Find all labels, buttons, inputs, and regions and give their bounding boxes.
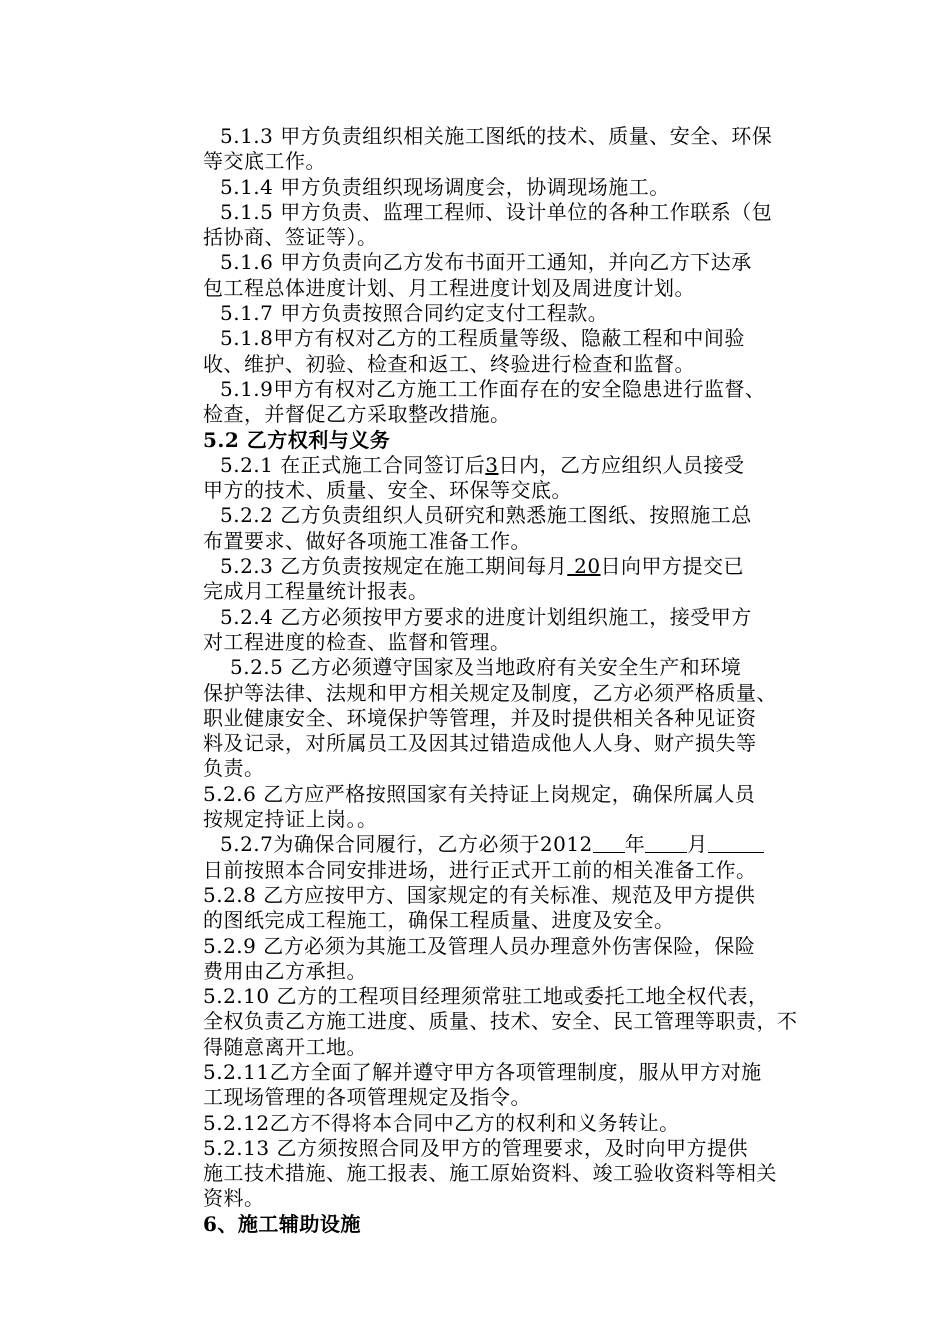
text-line: 完成月工程量统计报表。 bbox=[203, 579, 429, 604]
text-line: 日前按照本合同安排进场，进行正式开工前的相关准备工作。 bbox=[203, 857, 757, 882]
clause-5-1-7 bbox=[203, 301, 813, 326]
clause-5-1-3 bbox=[203, 124, 813, 175]
text-line: 5.1.6 甲方负责向乙方发布书面开工通知，并向乙方下达承 bbox=[220, 250, 752, 275]
text-line: 5.2.10 乙方的工程项目经理须常驻工地或委托工地全权代表， bbox=[203, 984, 769, 1009]
text-line: 费用由乙方承担。 bbox=[203, 958, 367, 983]
section-heading-6: 6、施工辅助设施 bbox=[203, 1211, 361, 1236]
text-line: 5.1.5 甲方负责、监理工程师、设计单位的各种工作联系（包 bbox=[220, 199, 773, 224]
text-line: 5.2.11乙方全面了解并遵守甲方各项管理制度，服从甲方对施 bbox=[203, 1059, 762, 1084]
text-line: 5.1.8甲方有权对乙方的工程质量等级、隐蔽工程和中间验 bbox=[220, 326, 745, 351]
text-segment: 日内，乙方应组织人员接受 bbox=[498, 452, 745, 477]
text-line: 全权负责乙方施工进度、质量、技术、安全、民工管理等职责，不 bbox=[203, 1009, 798, 1034]
clause-5-1-8 bbox=[203, 326, 813, 377]
text-line: 5.2.8 乙方应按甲方、国家规定的有关标准、规范及甲方提供 bbox=[203, 882, 756, 907]
text-line: 料及记录，对所属员工及因其过错造成他人人身、财产损失等 bbox=[203, 731, 757, 756]
text-segment: 日向甲方提交已 bbox=[600, 554, 745, 579]
text-line: 5.1.3 甲方负责组织相关施工图纸的技术、质量、安全、环保 bbox=[220, 124, 773, 148]
text-segment: 5.2.1 在正式施工合同签订后 bbox=[220, 452, 486, 477]
days-value: 3 bbox=[485, 452, 499, 477]
day-of-month-value: 20 bbox=[567, 554, 601, 579]
clause-5-2-2 bbox=[203, 503, 813, 554]
clause-5-2-5 bbox=[203, 655, 813, 781]
clause-5-2-9 bbox=[203, 934, 813, 985]
clause-5-1-9 bbox=[203, 377, 813, 428]
clause-5-2-8 bbox=[203, 883, 813, 934]
text-line: 5.2.12乙方不得将本合同中乙方的权利和义务转让。 bbox=[203, 1110, 680, 1135]
text-line: 5.2.13 乙方须按照合同及甲方的管理要求，及时向甲方提供 bbox=[203, 1135, 748, 1160]
text-line: 按规定持证上岗。。 bbox=[203, 807, 378, 832]
text-line: 5.2.9 乙方必须为其施工及管理人员办理意外伤害保险，保险 bbox=[203, 933, 756, 958]
text-segment: 5.2.7为确保合同履行，乙方必须于2012 bbox=[220, 832, 593, 857]
blank-field-day bbox=[708, 833, 764, 853]
text-line: 工现场管理的各项管理规定及指令。 bbox=[203, 1085, 531, 1110]
clause-5-2-7 bbox=[203, 832, 813, 883]
text-line: 5.1.7 甲方负责按照合同约定支付工程款。 bbox=[220, 301, 609, 326]
text-line: 5.2.2 乙方负责组织人员研究和熟悉施工图纸、按照施工总 bbox=[220, 503, 752, 528]
text-line: 括协商、签证等）。 bbox=[203, 225, 378, 250]
text-line: 布置要求、做好各项施工准备工作。 bbox=[203, 528, 531, 553]
blank-field-year bbox=[593, 833, 625, 853]
clause-5-1-4 bbox=[203, 175, 813, 200]
text-line bbox=[203, 453, 813, 478]
text-line: 甲方的技术、质量、安全、环保等交底。 bbox=[203, 478, 572, 503]
contract-body bbox=[203, 124, 813, 1237]
text-line: 得随意离开工地。 bbox=[203, 1034, 367, 1059]
text-line: 收、维护、初验、检查和返工、终验进行检查和监督。 bbox=[203, 351, 695, 376]
clause-5-2-13 bbox=[203, 1136, 813, 1212]
clause-5-2-10 bbox=[203, 984, 813, 1060]
text-segment: 月 bbox=[687, 832, 708, 857]
text-line: 检查，并督促乙方采取整改措施。 bbox=[203, 402, 511, 427]
section-heading-5-2: 5.2 乙方权利与义务 bbox=[203, 427, 391, 452]
text-line: 职业健康安全、环境保护等管理，并及时提供相关各种见证资 bbox=[203, 705, 757, 730]
clause-5-1-6 bbox=[203, 250, 813, 301]
text-line: 5.1.4 甲方负责组织现场调度会，协调现场施工。 bbox=[220, 174, 670, 199]
text-segment: 年 bbox=[624, 832, 646, 857]
text-line bbox=[203, 554, 813, 579]
clause-5-2-4 bbox=[203, 605, 813, 656]
text-segment: 5.2.3 乙方负责按规定在施工期间每月 bbox=[220, 554, 568, 579]
clause-5-2-3 bbox=[203, 554, 813, 605]
clause-5-2-11 bbox=[203, 1060, 813, 1111]
clause-5-2-12 bbox=[203, 1111, 813, 1136]
text-line: 5.2.5 乙方必须遵守国家及当地政府有关安全生产和环境 bbox=[230, 655, 742, 680]
text-line bbox=[203, 832, 813, 857]
blank-field-month bbox=[645, 833, 687, 853]
clause-5-2-1 bbox=[203, 453, 813, 504]
clause-5-2-6 bbox=[203, 782, 813, 833]
text-line: 5.1.9甲方有权对乙方施工工作面存在的安全隐患进行监督、 bbox=[220, 376, 766, 401]
text-line: 对工程进度的检查、监督和管理。 bbox=[203, 629, 511, 654]
text-line: 5.2.4 乙方必须按甲方要求的进度计划组织施工，接受甲方 bbox=[220, 604, 752, 629]
clause-5-1-5 bbox=[203, 200, 813, 251]
text-line: 等交底工作。 bbox=[203, 149, 326, 174]
text-line: 的图纸完成工程施工，确保工程质量、进度及安全。 bbox=[203, 908, 675, 933]
text-line: 保护等法律、法规和甲方相关规定及制度，乙方必须严格质量、 bbox=[203, 680, 777, 705]
text-line: 资料。 bbox=[203, 1186, 265, 1211]
text-line: 包工程总体进度计划、月工程进度计划及周进度计划。 bbox=[203, 275, 695, 300]
text-line: 施工技术措施、施工报表、施工原始资料、竣工验收资料等相关 bbox=[203, 1161, 777, 1186]
text-line: 负责。 bbox=[203, 756, 265, 781]
text-line: 5.2.6 乙方应严格按照国家有关持证上岗规定，确保所属人员 bbox=[203, 781, 756, 806]
